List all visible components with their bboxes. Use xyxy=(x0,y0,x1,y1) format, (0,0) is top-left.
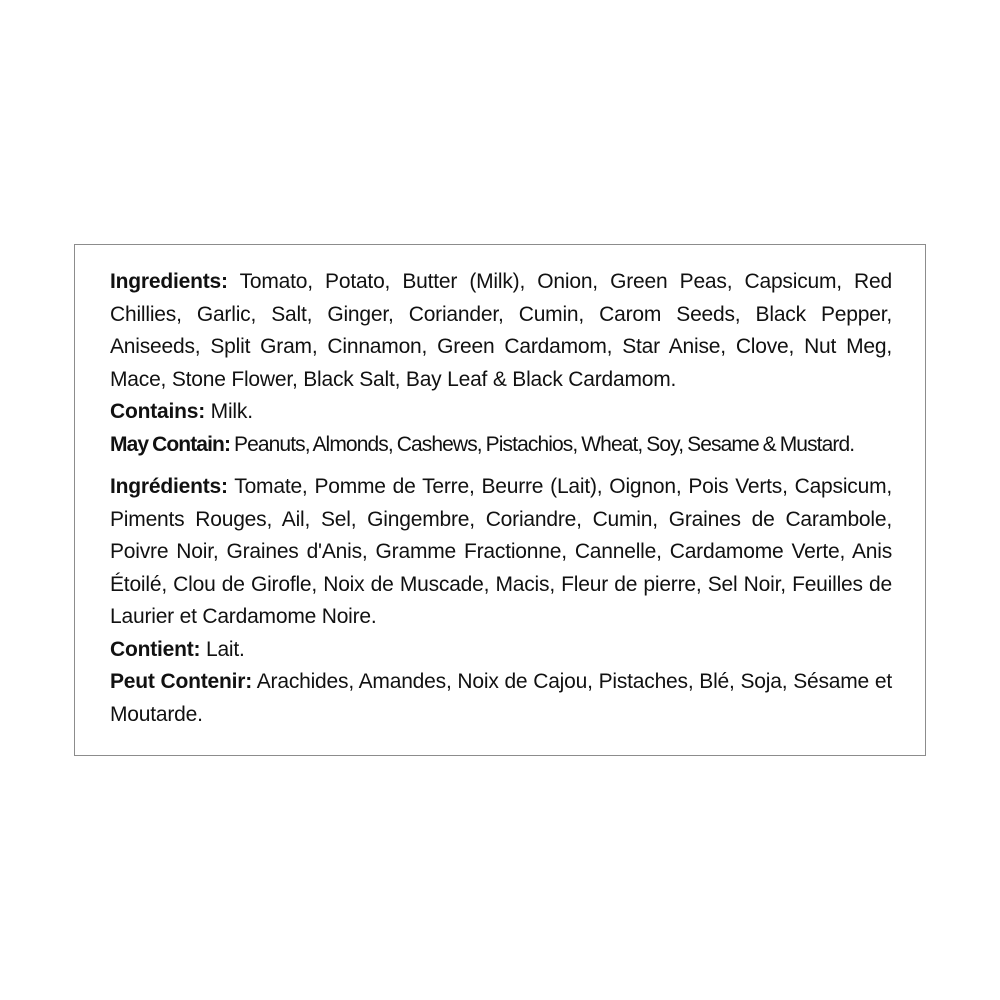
english-ingredients-text: Tomato, Potato, Butter (Milk), Onion, Green Peas, Capsicum, Red Chillies, Garlic, Salt, Ginger, Coriander, Cumin, Carom Seeds, Black Pepper, Aniseeds, Split Gram, Cinnamon, Green Cardamom, Star Anise, Clove, Nut Meg, Mace, Stone Flower, Black Salt, Bay Leaf & Black Cardamom. xyxy=(110,270,892,391)
label-content xyxy=(110,266,892,731)
french-contains-heading: Contient: xyxy=(110,637,201,661)
english-may-contain xyxy=(110,429,892,462)
english-ingredients-heading: Ingredients: xyxy=(110,270,228,293)
french-contains-text: Lait. xyxy=(200,637,245,661)
english-contains-heading: Contains: xyxy=(110,400,206,423)
french-ingredients-heading: Ingrédients: xyxy=(110,475,228,498)
french-may-contain-heading: Peut Contenir: xyxy=(110,670,253,693)
english-contains xyxy=(110,396,892,429)
english-ingredients xyxy=(110,266,892,396)
ingredients-label-box xyxy=(74,244,926,756)
english-contains-text: Milk. xyxy=(205,400,253,423)
english-may-contain-heading: May Contain: xyxy=(110,432,231,456)
french-ingredients-text: Tomate, Pomme de Terre, Beurre (Lait), Oignon, Pois Verts, Capsicum, Piments Rouges, Ail, Sel, Gingembre, Coriandre, Cumin, Graines de Carambole, Poivre Noir, Graines d'Anis, Gramme Fractionne, Cannelle, Cardamome Verte, Anis Étoilé, Clou de Girofle, Noix de Muscade, Macis, Fleur de pierre, Sel Noir, Feuilles de Laurier et Cardamome Noire. xyxy=(110,475,892,628)
french-may-contain-text: Arachides, Amandes, Noix de Cajou, Pistaches, Blé, Soja, Sésame et Moutarde. xyxy=(110,670,892,726)
french-ingredients xyxy=(110,471,892,634)
french-may-contain xyxy=(110,666,892,731)
english-may-contain-text: Peanuts, Almonds, Cashews, Pistachios, Wheat, Soy, Sesame & Mustard. xyxy=(230,432,855,456)
french-contains xyxy=(110,634,892,667)
